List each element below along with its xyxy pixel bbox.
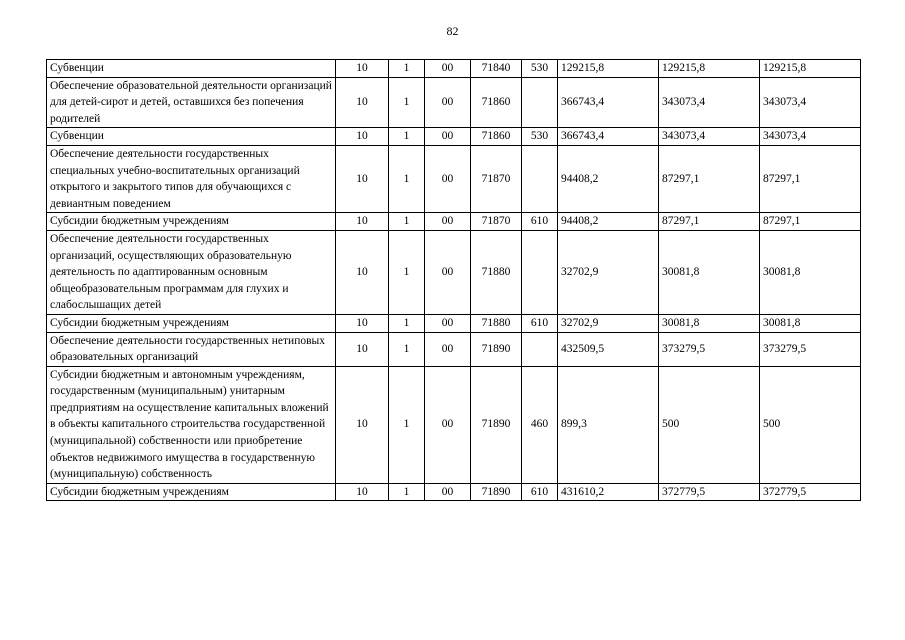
table-row [47,314,861,332]
section-code-cell: 10 [336,332,389,366]
row-name-cell: Субвенции [47,128,336,146]
amount-year3-cell: 500 [760,366,861,483]
row-name-cell: Обеспечение деятельности государственных организаций, осуществляющих образовательную деятельность по адаптированным основным общеобразовательным программам для глухих и слабослышащих детей [47,230,336,314]
target-article-cell: 71840 [471,60,522,78]
row-name-cell: Обеспечение деятельности государственных нетиповых образовательных организаций [47,332,336,366]
program-code-cell: 00 [425,314,471,332]
page-number: 82 [446,24,459,38]
section-code-cell: 10 [336,213,389,231]
subsection-code-cell: 1 [389,332,425,366]
subsection-code-cell: 1 [389,230,425,314]
table-row [47,366,861,483]
amount-year1-cell: 129215,8 [558,60,659,78]
row-name-cell: Субвенции [47,60,336,78]
amount-year3-cell: 87297,1 [760,213,861,231]
subsection-code-cell: 1 [389,213,425,231]
amount-year3-cell: 129215,8 [760,60,861,78]
target-article-cell: 71870 [471,213,522,231]
amount-year2-cell: 343073,4 [659,77,760,128]
table-body [47,60,861,501]
budget-table [46,59,861,501]
table-row [47,332,861,366]
expense-type-cell: 610 [522,213,558,231]
amount-year2-cell: 372779,5 [659,483,760,501]
amount-year1-cell: 94408,2 [558,213,659,231]
subsection-code-cell: 1 [389,145,425,212]
amount-year2-cell: 500 [659,366,760,483]
target-article-cell: 71880 [471,314,522,332]
program-code-cell: 00 [425,145,471,212]
amount-year3-cell: 343073,4 [760,77,861,128]
target-article-cell: 71860 [471,77,522,128]
subsection-code-cell: 1 [389,128,425,146]
amount-year3-cell: 87297,1 [760,145,861,212]
table-row [47,230,861,314]
amount-year3-cell: 372779,5 [760,483,861,501]
row-name-cell: Обеспечение образовательной деятельности организаций для детей-сирот и детей, оставшихся без попечения родителей [47,77,336,128]
expense-type-cell: 530 [522,60,558,78]
program-code-cell: 00 [425,332,471,366]
row-name-cell: Субсидии бюджетным учреждениям [47,483,336,501]
row-name-cell: Субсидии бюджетным учреждениям [47,213,336,231]
expense-type-cell [522,332,558,366]
table-row [47,60,861,78]
section-code-cell: 10 [336,230,389,314]
program-code-cell: 00 [425,128,471,146]
amount-year1-cell: 366743,4 [558,128,659,146]
amount-year1-cell: 899,3 [558,366,659,483]
amount-year1-cell: 32702,9 [558,230,659,314]
amount-year3-cell: 30081,8 [760,314,861,332]
amount-year3-cell: 30081,8 [760,230,861,314]
section-code-cell: 10 [336,77,389,128]
program-code-cell: 00 [425,213,471,231]
program-code-cell: 00 [425,483,471,501]
amount-year2-cell: 87297,1 [659,145,760,212]
section-code-cell: 10 [336,366,389,483]
section-code-cell: 10 [336,128,389,146]
expense-type-cell: 610 [522,483,558,501]
amount-year3-cell: 343073,4 [760,128,861,146]
table-row [47,145,861,212]
program-code-cell: 00 [425,77,471,128]
subsection-code-cell: 1 [389,314,425,332]
target-article-cell: 71860 [471,128,522,146]
expense-type-cell: 530 [522,128,558,146]
amount-year2-cell: 343073,4 [659,128,760,146]
section-code-cell: 10 [336,314,389,332]
section-code-cell: 10 [336,483,389,501]
expense-type-cell: 610 [522,314,558,332]
amount-year2-cell: 129215,8 [659,60,760,78]
amount-year2-cell: 87297,1 [659,213,760,231]
target-article-cell: 71870 [471,145,522,212]
subsection-code-cell: 1 [389,483,425,501]
table-row [47,77,861,128]
table-row [47,213,861,231]
section-code-cell: 10 [336,145,389,212]
section-code-cell: 10 [336,60,389,78]
expense-type-cell [522,230,558,314]
expense-type-cell [522,77,558,128]
expense-type-cell [522,145,558,212]
table-row [47,128,861,146]
table-row [47,483,861,501]
target-article-cell: 71890 [471,483,522,501]
expense-type-cell: 460 [522,366,558,483]
target-article-cell: 71880 [471,230,522,314]
target-article-cell: 71890 [471,332,522,366]
amount-year1-cell: 432509,5 [558,332,659,366]
row-name-cell: Обеспечение деятельности государственных специальных учебно-воспитательных организаций открытого и закрытого типов для обучающихся с девиантным поведением [47,145,336,212]
program-code-cell: 00 [425,366,471,483]
amount-year2-cell: 30081,8 [659,230,760,314]
amount-year1-cell: 431610,2 [558,483,659,501]
amount-year1-cell: 94408,2 [558,145,659,212]
subsection-code-cell: 1 [389,77,425,128]
row-name-cell: Субсидии бюджетным и автономным учреждениям, государственным (муниципальным) унитарным предприятиям на осуществление капитальных вложений в объекты капитального строительства государственной (муниципальной) собственности или приобретение объектов недвижимого имущества в государственную (муниципальную) собственность [47,366,336,483]
target-article-cell: 71890 [471,366,522,483]
amount-year1-cell: 366743,4 [558,77,659,128]
subsection-code-cell: 1 [389,60,425,78]
program-code-cell: 00 [425,230,471,314]
amount-year1-cell: 32702,9 [558,314,659,332]
subsection-code-cell: 1 [389,366,425,483]
amount-year3-cell: 373279,5 [760,332,861,366]
row-name-cell: Субсидии бюджетным учреждениям [47,314,336,332]
amount-year2-cell: 373279,5 [659,332,760,366]
amount-year2-cell: 30081,8 [659,314,760,332]
program-code-cell: 00 [425,60,471,78]
